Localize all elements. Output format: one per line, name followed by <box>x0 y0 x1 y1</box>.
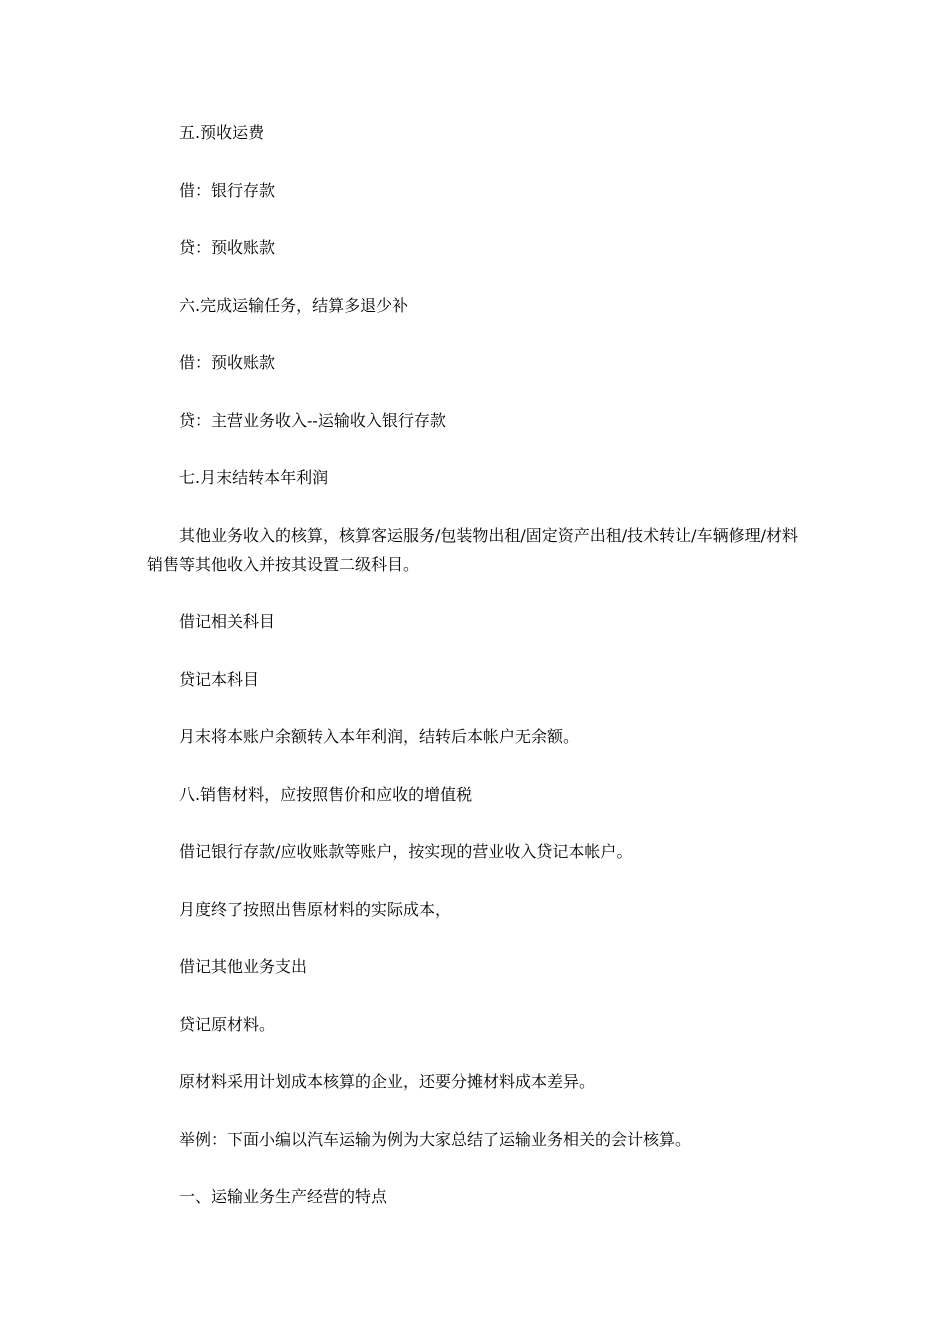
heading-transport-business-features: 一、运输业务生产经营的特点 <box>179 1187 388 1206</box>
entry-credit-this-account: 贷记本科目 <box>179 670 260 689</box>
paragraph-month-end-balance: 月末将本账户余额转入本年利润，结转后本帐户无余额。 <box>179 727 580 746</box>
heading-sell-materials: 八.销售材料，应按照售价和应收的增值税 <box>179 785 473 804</box>
entry-credit-main-business-income: 贷：主营业务收入--运输收入银行存款 <box>179 411 446 430</box>
paragraph-planned-cost-variance: 原材料采用计划成本核算的企业，还要分摊材料成本差异。 <box>179 1072 596 1091</box>
entry-debit-advance-receipts: 借：预收账款 <box>179 353 276 372</box>
paragraph-example-intro: 举例：下面小编以汽车运输为例为大家总结了运输业务相关的会计核算。 <box>179 1130 692 1149</box>
heading-complete-transport-task: 六.完成运输任务，结算多退少补 <box>179 296 409 315</box>
entry-credit-raw-materials: 贷记原材料。 <box>179 1015 276 1034</box>
paragraph-other-business-income: 其他业务收入的核算，核算客运服务/包装物出租/固定资产出租/技术转让/车辆修理/材料销售等其他收入并按其设置二级科目。 <box>147 526 798 574</box>
heading-month-end-transfer: 七.月末结转本年利润 <box>179 468 329 487</box>
entry-debit-other-business-expense: 借记其他业务支出 <box>179 957 308 976</box>
entry-debit-bank-receivables: 借记银行存款/应收账款等账户，按实现的营业收入贷记本帐户。 <box>179 842 633 861</box>
paragraph-month-end-actual-cost: 月度终了按照出售原材料的实际成本， <box>179 900 452 919</box>
entry-debit-bank-deposit: 借：银行存款 <box>179 181 276 200</box>
entry-credit-advance-receipts: 贷：预收账款 <box>179 238 276 257</box>
heading-prepaid-freight: 五.预收运费 <box>179 123 265 142</box>
entry-debit-related-accounts: 借记相关科目 <box>179 612 276 631</box>
